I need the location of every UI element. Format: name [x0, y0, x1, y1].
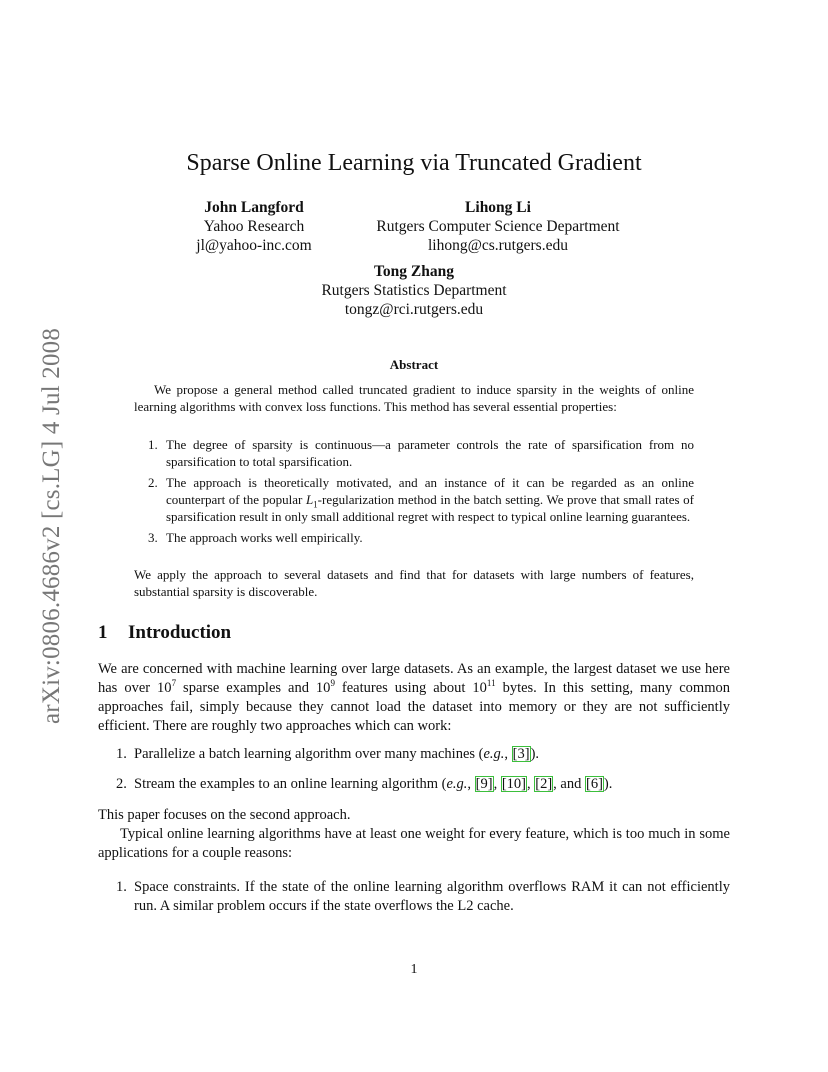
text-run: features using about 10 [334, 680, 487, 696]
page-number: 1 [410, 962, 418, 977]
math-subscript: 1 [313, 499, 318, 510]
list-number: 2. [116, 776, 127, 792]
list-text-pre: The approach is theoretically motivated, and an instance of it can be regarded as an online counterpart of the popular [166, 475, 694, 507]
abstract-closing: We apply the approach to several datasets and find that for datasets with large numbers of features, substantial sparsity is discoverable. [134, 567, 694, 599]
abstract-list [134, 436, 694, 546]
author-name: John Langford [204, 199, 304, 216]
text-run: ). [530, 746, 540, 762]
list-item [134, 474, 694, 525]
text-run: sparse examples and 10 [176, 680, 331, 696]
intro-paragraph-3: Typical online learning algorithms have at least one weight for every feature, which is too much in some applications for a couple reasons: [98, 826, 730, 861]
list-number: 1. [116, 746, 127, 762]
author-name: Lihong Li [465, 199, 531, 216]
text-run: , [527, 776, 535, 792]
eg-abbrev: e.g. [483, 746, 505, 762]
text-run: We are concerned with machine learning over large datasets. As an example, the largest dataset we use here has over 10 [98, 661, 730, 696]
superscript: 11 [486, 678, 496, 689]
author-email: jl@yahoo-inc.com [196, 237, 312, 254]
author-name: Tong Zhang [374, 263, 454, 280]
list-number: 1. [148, 437, 158, 452]
arxiv-sidebar-stamp: arXiv:0806.4686v2 [cs.LG] 4 Jul 2008 [38, 327, 65, 724]
list-text: Space constraints. If the state of the online learning algorithm overflows RAM it can not efficiently run. A similar problem occurs if the state overflows the L2 cache. [134, 879, 730, 914]
list-item [134, 436, 694, 470]
abstract-heading: Abstract [389, 357, 439, 372]
author-affiliation: Rutgers Computer Science Department [376, 218, 620, 235]
list-text-post: -regularization method in the batch setting. We prove that small rates of sparsification result in only small additional regret with respect to typical online learning guarantees. [166, 492, 694, 524]
text-run: Stream the examples to an online learning algorithm ( [134, 776, 447, 792]
abstract-intro: We propose a general method called truncated gradient to induce sparsity in the weights of online learning algorithms with convex loss functions. This method has several essential properties: [134, 382, 694, 414]
author-affiliation: Rutgers Statistics Department [321, 282, 507, 299]
text-run: , [493, 776, 501, 792]
author-block-1 [174, 198, 334, 255]
section-heading [98, 622, 231, 644]
text-run: bytes. In this setting, many common approaches fail, simply because they cannot load the dataset into memory or they are not sufficiently efficient. There are roughly two approaches which can work: [98, 680, 730, 734]
citation-link[interactable]: [3] [512, 746, 530, 762]
author-affiliation: Yahoo Research [203, 218, 305, 235]
list-item [98, 775, 730, 794]
math-l-symbol: L [305, 492, 314, 507]
author-email: tongz@rci.rutgers.edu [344, 301, 484, 318]
intro-list-2 [98, 878, 730, 916]
citation-link[interactable]: [6] [585, 776, 603, 792]
list-item [98, 878, 730, 916]
eg-abbrev: e.g. [446, 776, 468, 792]
list-item [98, 745, 730, 764]
author-email: lihong@cs.rutgers.edu [428, 237, 568, 254]
superscript: 9 [330, 678, 335, 689]
superscript: 7 [171, 678, 177, 689]
section-title: Introduction [128, 622, 232, 643]
section-number: 1 [98, 622, 108, 643]
intro-paragraph-1 [98, 660, 730, 736]
intro-paragraph-2: This paper focuses on the second approach. [98, 807, 351, 823]
citation-link[interactable]: [9] [475, 776, 493, 792]
text-run: , [467, 776, 475, 792]
text-run: Parallelize a batch learning algorithm over many machines ( [134, 746, 484, 762]
citation-link[interactable]: [2] [535, 776, 553, 792]
text-run: , [504, 746, 512, 762]
citation-link[interactable]: [10] [501, 776, 526, 792]
list-text: The degree of sparsity is continuous—a parameter controls the rate of sparsification from no sparsification to total sparsification. [166, 437, 694, 469]
author-block-3 [264, 262, 564, 319]
text-run: , and [553, 776, 585, 792]
text-run: ). [603, 776, 613, 792]
list-number: 3. [148, 530, 158, 545]
list-number: 2. [148, 475, 158, 490]
list-text: The approach works well empirically. [166, 530, 363, 545]
list-item [134, 529, 694, 546]
paper-title: Sparse Online Learning via Truncated Gradient [186, 150, 642, 176]
list-number: 1. [116, 879, 127, 895]
author-block-2 [348, 198, 648, 255]
intro-list-1 [98, 745, 730, 794]
